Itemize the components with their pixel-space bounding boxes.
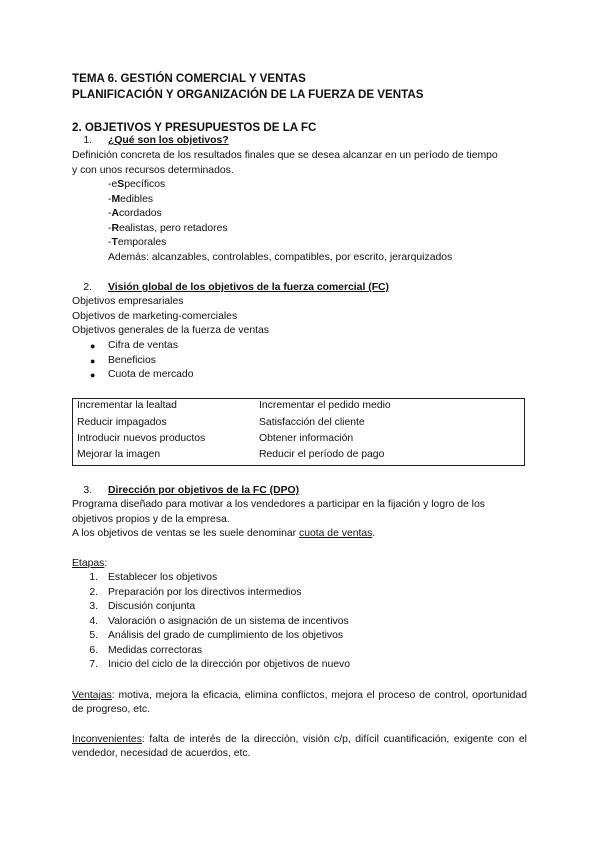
- list-number: 5.: [89, 630, 98, 641]
- smart-prefix: -: [108, 194, 112, 205]
- inconvenientes-label: Inconvenientes: [72, 734, 142, 745]
- inconvenientes-paragraph: [72, 733, 527, 761]
- smart-item: [108, 207, 162, 221]
- table-row: [73, 448, 525, 465]
- table-cell: Satisfacción del cliente: [259, 416, 365, 428]
- smart-prefix: -e: [108, 179, 118, 190]
- cuota-underlined: cuota de ventas: [299, 528, 373, 539]
- smart-rest: emporales: [117, 237, 167, 248]
- smart-item: [108, 193, 153, 207]
- table-cell: Mejorar la imagen: [77, 449, 161, 461]
- list-item: Medidas correctoras: [108, 645, 203, 656]
- doc-title: TEMA 6. GESTIÓN COMERCIAL Y VENTAS: [72, 72, 306, 85]
- table-cell: Reducir el período de pago: [259, 449, 385, 461]
- ventajas-paragraph: [72, 689, 527, 717]
- bullet-icon: ●: [90, 341, 96, 351]
- smart-rest: edibles: [120, 194, 154, 205]
- smart-item: [108, 178, 165, 192]
- bullet-icon: ●: [90, 370, 96, 380]
- subsection-number: 1.: [83, 135, 92, 146]
- list-item: Discusión conjunta: [108, 601, 196, 612]
- subsection-number: 2.: [83, 282, 92, 293]
- smart-rest: cordados: [118, 208, 162, 219]
- smart-item: [108, 222, 228, 236]
- cuota-line: [72, 527, 375, 541]
- bullet-item: Beneficios: [108, 355, 156, 366]
- smart-item: [108, 236, 166, 250]
- list-item: Valoración o asignación de un sistema de incentivos: [108, 616, 349, 627]
- bullet-item: Cuota de mercado: [108, 369, 194, 380]
- ademas-line: Además: alcanzables, controlables, compatibles, por escrito, jerarquizados: [108, 252, 453, 263]
- smart-prefix: -: [108, 208, 112, 219]
- ventajas-label: Ventajas: [72, 690, 112, 701]
- cuota-text: A los objetivos de ventas se les suele denominar: [72, 528, 299, 539]
- ventajas-text: : motiva, mejora la eficacia, elimina conflictos, mejora el proceso de control, oportunidad de progreso, etc.: [72, 690, 527, 715]
- cuota-period: .: [372, 528, 376, 539]
- dpo-line: objetivos propios y de la empresa.: [72, 514, 230, 525]
- list-item: Análisis del grado de cumplimiento de los objetivos: [108, 630, 344, 641]
- smart-prefix: -: [108, 237, 112, 248]
- subsection-title: Visión global de los objetivos de la fuerza comercial (FC): [108, 282, 389, 293]
- list-number: 2.: [89, 587, 98, 598]
- table-cell: Reducir impagados: [77, 416, 167, 428]
- smart-rest: pecíficos: [124, 179, 166, 190]
- smart-rest: ealistas, pero retadores: [118, 223, 228, 234]
- definition-line: y con unos recursos determinados.: [72, 165, 234, 176]
- smart-letter: S: [117, 179, 125, 190]
- etapas-heading: [72, 557, 107, 571]
- list-number: 3.: [89, 601, 98, 612]
- list-item: Inicio del ciclo de la dirección por objetivos de nuevo: [108, 659, 351, 670]
- dpo-line: Programa diseñado para motivar a los vendedores a participar en la fijación y logro de los: [72, 499, 485, 510]
- table-row: [73, 416, 525, 432]
- objectives-table: [72, 398, 525, 466]
- objective-line: Objetivos de marketing-comerciales: [72, 311, 238, 322]
- section-heading: 2. OBJETIVOS Y PRESUPUESTOS DE LA FC: [72, 121, 317, 134]
- subsection-title: ¿Qué son los objetivos?: [108, 135, 229, 146]
- smart-letter: M: [111, 194, 121, 205]
- table-cell: Incrementar la lealtad: [77, 400, 177, 411]
- subsection-number: 3.: [83, 485, 92, 496]
- smart-letter: A: [111, 208, 119, 219]
- smart-letter: R: [111, 223, 119, 234]
- objective-line: Objetivos generales de la fuerza de ventas: [72, 325, 269, 336]
- list-item: Preparación por los directivos intermedios: [108, 587, 302, 598]
- subsection-title: Dirección por objetivos de la FC (DPO): [108, 485, 300, 496]
- smart-letter: T: [111, 237, 118, 248]
- list-number: 1.: [89, 572, 98, 583]
- table-cell: Introducir nuevos productos: [77, 432, 206, 444]
- table-row: [73, 399, 525, 416]
- objective-line: Objetivos empresariales: [72, 296, 184, 307]
- bullet-icon: ●: [90, 356, 96, 366]
- inconvenientes-text: : falta de interés de la dirección, visión c/p, difícil cuantificación, exigente con el vendedor, necesidad de acuerdos, etc.: [72, 734, 527, 759]
- doc-subtitle: PLANIFICACIÓN Y ORGANIZACIÓN DE LA FUERZA DE VENTAS: [72, 88, 424, 101]
- table-cell: Incrementar el pedido medio: [259, 400, 391, 411]
- etapas-label: Etapas: [72, 558, 105, 569]
- table-row: [73, 432, 525, 448]
- list-number: 6.: [89, 645, 98, 656]
- etapas-colon: :: [104, 558, 108, 569]
- list-number: 4.: [89, 616, 98, 627]
- smart-prefix: -: [108, 223, 112, 234]
- list-number: 7.: [89, 659, 98, 670]
- definition-line: Definición concreta de los resultados finales que se desea alcanzar en un período de tiempo: [72, 150, 498, 161]
- bullet-item: Cifra de ventas: [108, 340, 178, 351]
- list-item: Establecer los objetivos: [108, 572, 218, 583]
- table-cell: Obtener información: [259, 432, 354, 444]
